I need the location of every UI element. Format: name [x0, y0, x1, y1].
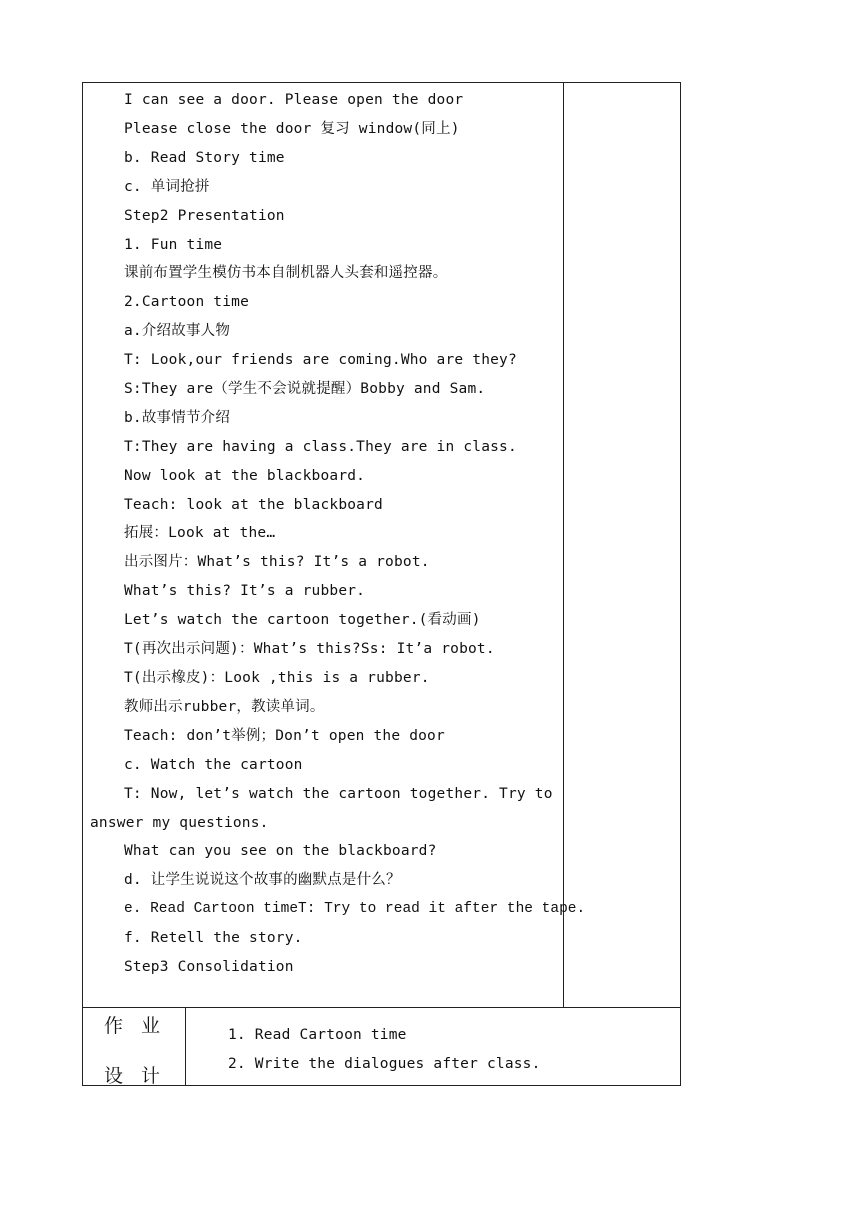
lesson-line: 2.Cartoon time	[124, 294, 250, 310]
lesson-line: e. Read Cartoon timeT: Try to read it after the tape.	[124, 901, 586, 917]
lesson-line: T(再次出示问题)：What’s this?Ss: It’a robot.	[124, 641, 495, 657]
homework-item: 2. Write the dialogues after class.	[228, 1056, 541, 1072]
lesson-line: What can you see on the blackboard?	[124, 843, 437, 859]
homework-item: 1. Read Cartoon time	[228, 1027, 407, 1043]
lesson-line: Step2 Presentation	[124, 208, 285, 224]
lesson-line: Step3 Consolidation	[124, 959, 294, 975]
lesson-line: What’s this? It’s a rubber.	[124, 583, 366, 599]
homework-row-divider	[82, 1007, 681, 1008]
homework-label-top: 作业	[104, 1015, 179, 1037]
lesson-line: Teach: don’t举例；Don’t open the door	[124, 728, 445, 744]
lesson-line: Let’s watch the cartoon together.(看动画)	[124, 612, 481, 628]
lesson-line: 教师出示rubber，教读单词。	[124, 699, 325, 715]
lesson-line: T: Look,our friends are coming.Who are they?	[124, 352, 517, 368]
lesson-line: 拓展：Look at the…	[124, 525, 276, 541]
lesson-line: I can see a door. Please open the door	[124, 92, 464, 108]
lesson-line: T(出示橡皮)：Look ,this is a rubber.	[124, 670, 430, 686]
lesson-line: 1. Fun time	[124, 237, 223, 253]
lesson-line: S:They are（学生不会说就提醒）Bobby and Sam.	[124, 381, 486, 397]
homework-label-divider	[185, 1007, 186, 1086]
homework-label-bottom: 设计	[104, 1065, 179, 1087]
notes-column-divider	[563, 82, 564, 1008]
lesson-line: T: Now, let’s watch the cartoon together. Try to	[124, 786, 553, 802]
lesson-line: a.介绍故事人物	[124, 323, 231, 339]
lesson-line: c. Watch the cartoon	[124, 757, 303, 773]
lesson-line: answer my questions.	[90, 815, 269, 831]
lesson-line: d. 让学生说说这个故事的幽默点是什么？	[124, 872, 401, 888]
lesson-line: 课前布置学生模仿书本自制机器人头套和遥控器。	[124, 265, 448, 281]
lesson-line: c. 单词抢拼	[124, 179, 210, 195]
lesson-line: Please close the door 复习 window(同上)	[124, 121, 460, 137]
lesson-line: Now look at the blackboard.	[124, 468, 366, 484]
lesson-line: Teach: look at the blackboard	[124, 497, 383, 513]
lesson-line: T:They are having a class.They are in class.	[124, 439, 517, 455]
lesson-line: 出示图片：What’s this? It’s a robot.	[124, 554, 430, 570]
lesson-line: b.故事情节介绍	[124, 410, 231, 426]
lesson-line: f. Retell the story.	[124, 930, 303, 946]
lesson-line: b. Read Story time	[124, 150, 285, 166]
